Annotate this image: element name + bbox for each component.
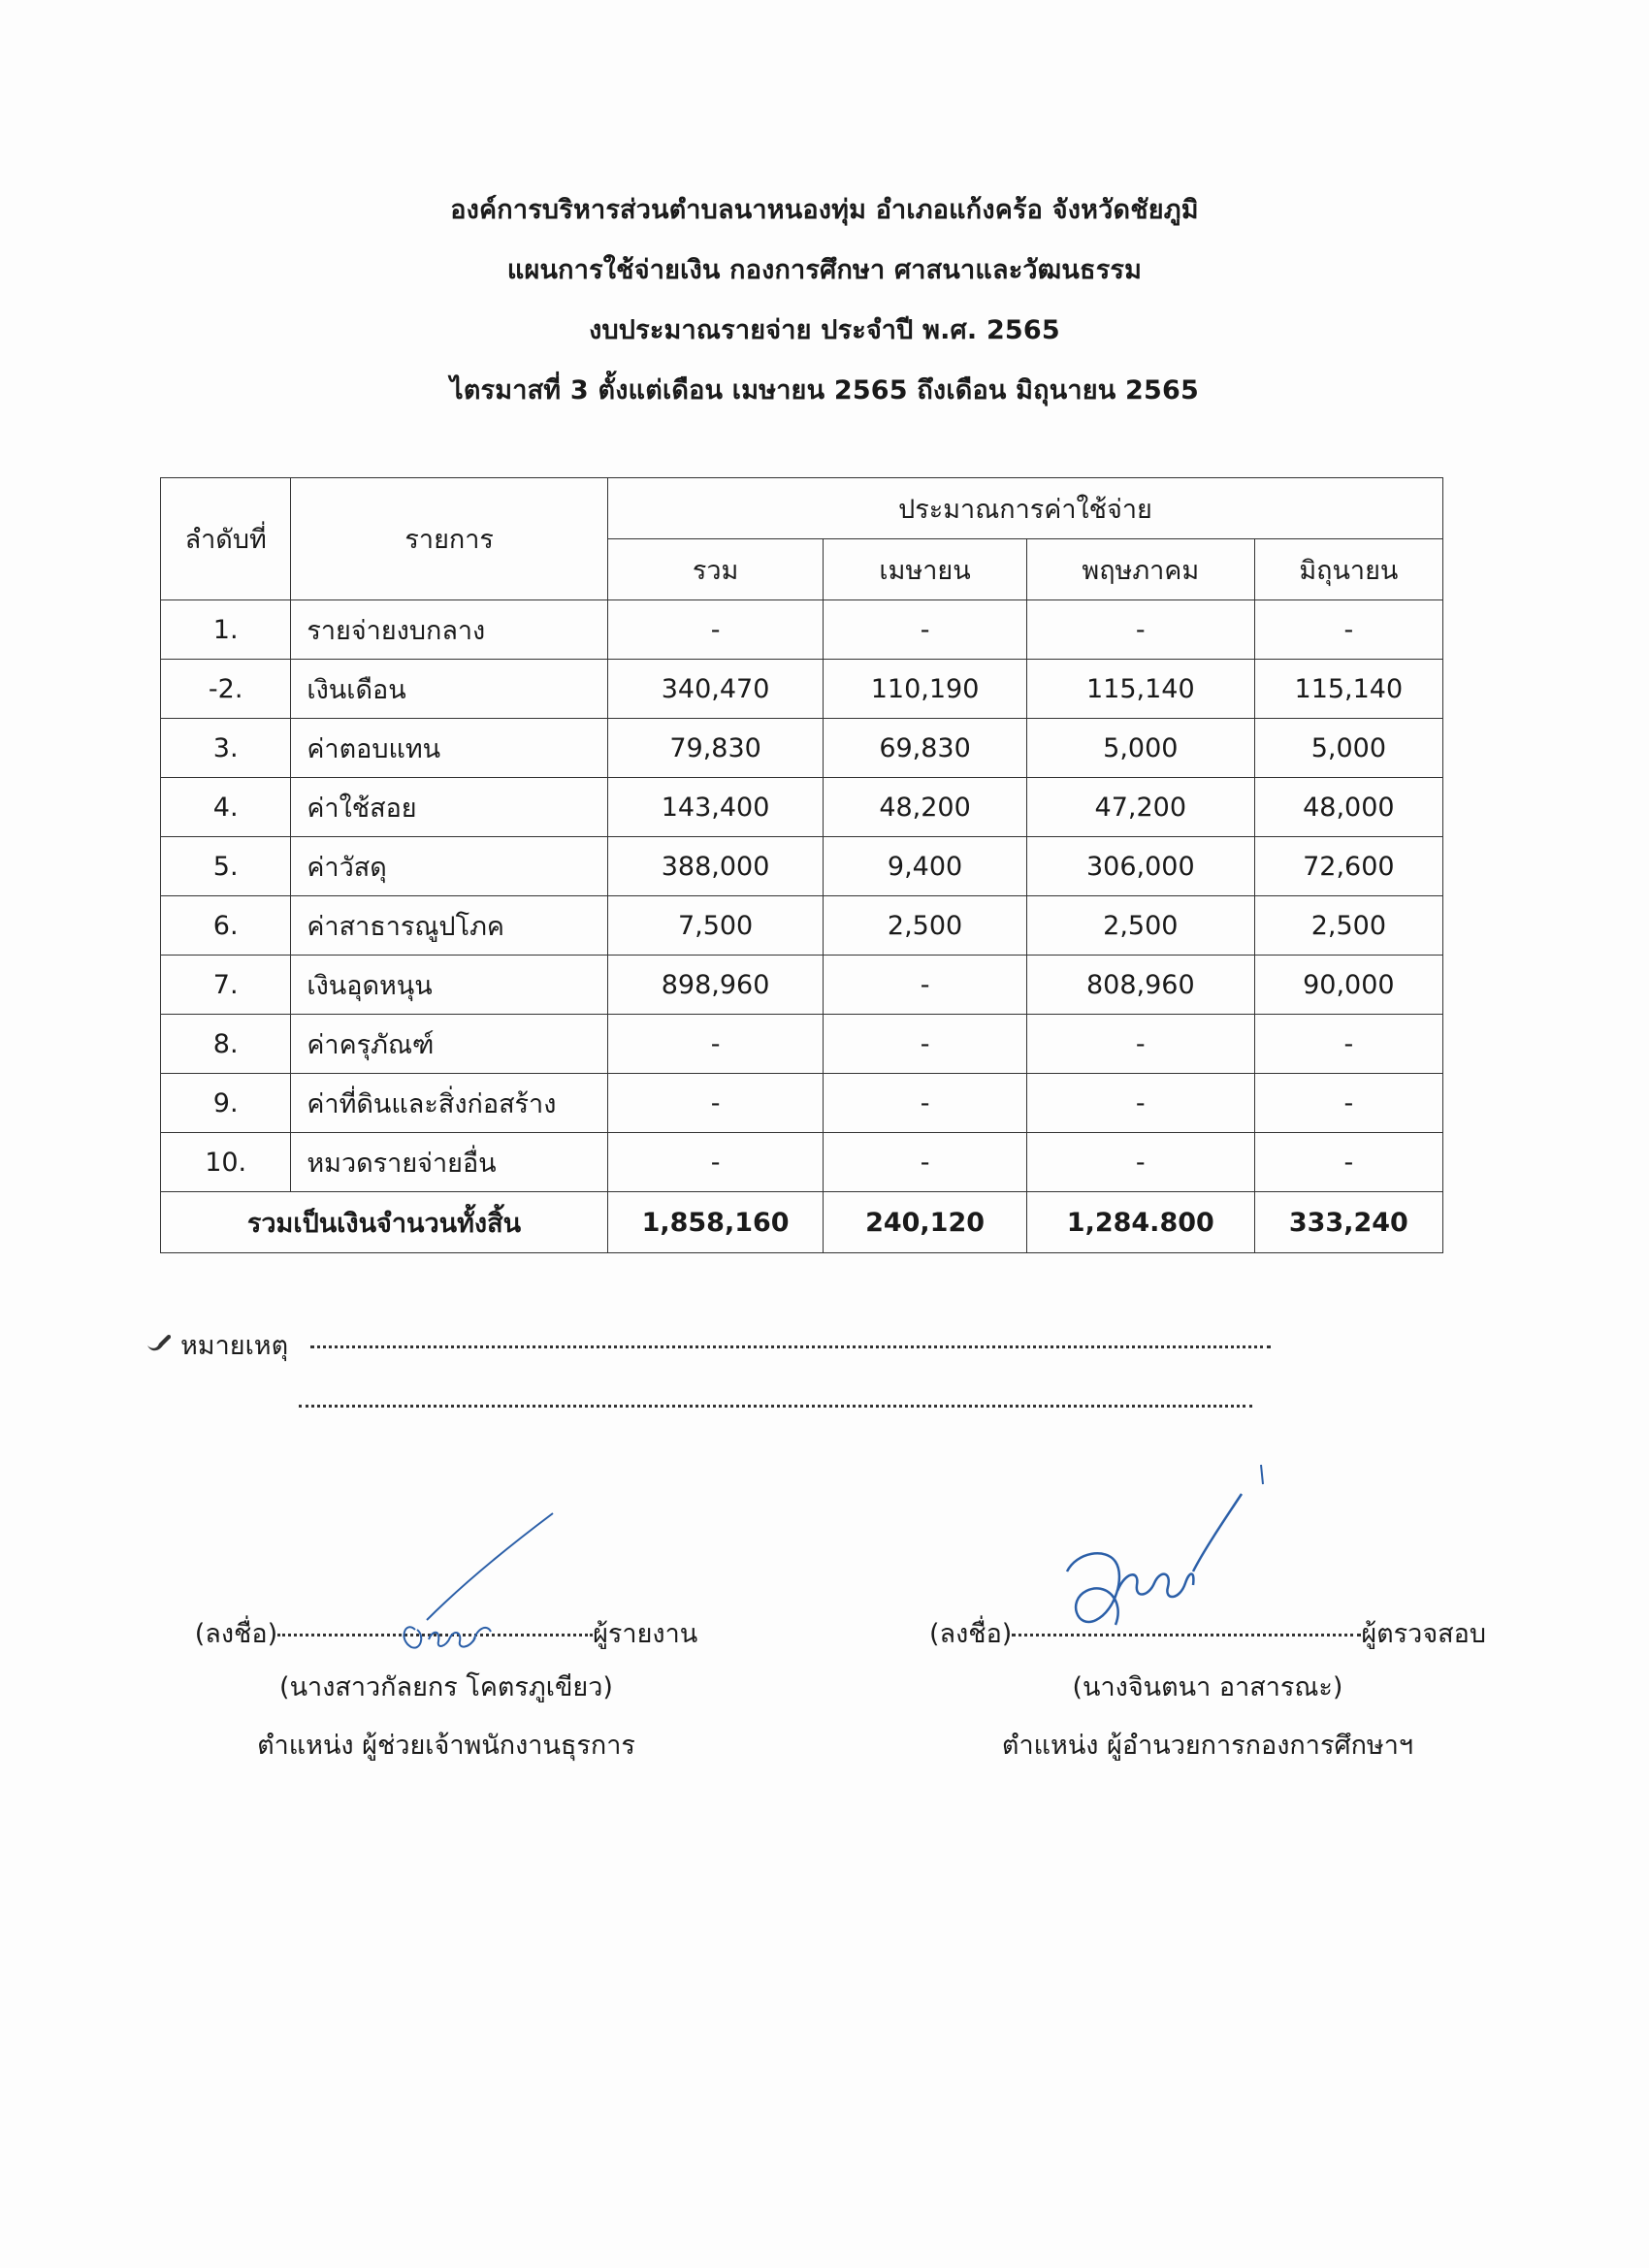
row-april: - bbox=[824, 1133, 1027, 1192]
sign-prefix: (ลงชื่อ) bbox=[194, 1619, 278, 1649]
signature-line bbox=[922, 1610, 1494, 1659]
row-no: 1. bbox=[161, 600, 291, 660]
signature-block-reporter bbox=[175, 1610, 718, 1775]
document-header bbox=[0, 180, 1649, 421]
row-june: 48,000 bbox=[1254, 778, 1442, 837]
col-header-may: พฤษภาคม bbox=[1026, 539, 1254, 600]
signer-position: ตำแหน่ง ผู้อำนวยการกองการศึกษาฯ bbox=[1001, 1731, 1414, 1761]
row-total: 79,830 bbox=[607, 719, 823, 778]
table-row bbox=[161, 660, 1443, 719]
row-no: 8. bbox=[161, 1015, 291, 1074]
row-may: 2,500 bbox=[1026, 896, 1254, 956]
row-april: 110,190 bbox=[824, 660, 1027, 719]
row-item: ค่าครุภัณฑ์ bbox=[291, 1015, 608, 1074]
row-no: 10. bbox=[161, 1133, 291, 1192]
note-dotted-line bbox=[310, 1345, 1271, 1348]
row-may: 47,200 bbox=[1026, 778, 1254, 837]
row-april: 48,200 bbox=[824, 778, 1027, 837]
table-total-row bbox=[161, 1192, 1443, 1253]
col-header-april: เมษายน bbox=[824, 539, 1027, 600]
table-row bbox=[161, 1074, 1443, 1133]
row-may: 115,140 bbox=[1026, 660, 1254, 719]
signer-position: ตำแหน่ง ผู้ช่วยเจ้าพนักงานธุรการ bbox=[257, 1731, 635, 1761]
signature-line bbox=[175, 1610, 718, 1659]
note-label: หมายเหตุ bbox=[180, 1331, 289, 1361]
signer-name: (นางจินตนา อาสารณะ) bbox=[1072, 1672, 1343, 1702]
row-june: - bbox=[1254, 600, 1442, 660]
row-april: - bbox=[824, 956, 1027, 1015]
row-total: 143,400 bbox=[607, 778, 823, 837]
row-total: - bbox=[607, 1015, 823, 1074]
header-organization: องค์การบริหารส่วนตำบลนาหนองทุ่ม อำเภอแก้งคร้อ จังหวัดชัยภูมิ bbox=[450, 195, 1199, 225]
table-row bbox=[161, 719, 1443, 778]
row-june: - bbox=[1254, 1074, 1442, 1133]
note-section bbox=[146, 1324, 1261, 1363]
row-no: 6. bbox=[161, 896, 291, 956]
may-total: 1,284.800 bbox=[1026, 1192, 1254, 1253]
row-total: 340,470 bbox=[607, 660, 823, 719]
row-no: 5. bbox=[161, 837, 291, 896]
row-april: - bbox=[824, 1074, 1027, 1133]
row-june: 2,500 bbox=[1254, 896, 1442, 956]
row-no: 3. bbox=[161, 719, 291, 778]
row-total: - bbox=[607, 600, 823, 660]
sign-dotted-line bbox=[277, 1633, 593, 1636]
header-plan-title: แผนการใช้จ่ายเงิน กองการศึกษา ศาสนาและวัฒนธรรม bbox=[506, 255, 1143, 285]
row-may: 808,960 bbox=[1026, 956, 1254, 1015]
row-may: - bbox=[1026, 600, 1254, 660]
sign-role: ผู้รายงาน bbox=[593, 1619, 698, 1649]
table-row bbox=[161, 896, 1443, 956]
row-may: - bbox=[1026, 1074, 1254, 1133]
col-header-no: ลำดับที่ bbox=[161, 478, 291, 600]
col-header-estimate: ประมาณการค่าใช้จ่าย bbox=[607, 478, 1442, 539]
row-item: เงินอุดหนุน bbox=[291, 956, 608, 1015]
row-june: 72,600 bbox=[1254, 837, 1442, 896]
row-no: 9. bbox=[161, 1074, 291, 1133]
row-item: เงินเดือน bbox=[291, 660, 608, 719]
row-april: 2,500 bbox=[824, 896, 1027, 956]
row-no: 4. bbox=[161, 778, 291, 837]
row-may: - bbox=[1026, 1133, 1254, 1192]
note-dotted-line-2 bbox=[299, 1405, 1252, 1408]
budget-table bbox=[160, 477, 1443, 1253]
row-item: ค่าสาธารณูปโภค bbox=[291, 896, 608, 956]
signature-block-inspector bbox=[922, 1610, 1494, 1775]
header-quarter: ไตรมาสที่ 3 ตั้งแต่เดือน เมษายน 2565 ถึงเดือน มิถุนายน 2565 bbox=[450, 375, 1199, 405]
header-budget-year: งบประมาณรายจ่าย ประจำปี พ.ศ. 2565 bbox=[589, 315, 1060, 345]
row-april: 69,830 bbox=[824, 719, 1027, 778]
grand-total: 1,858,160 bbox=[607, 1192, 823, 1253]
table-row bbox=[161, 1015, 1443, 1074]
col-header-total: รวม bbox=[607, 539, 823, 600]
row-total: 7,500 bbox=[607, 896, 823, 956]
row-april: 9,400 bbox=[824, 837, 1027, 896]
row-may: - bbox=[1026, 1015, 1254, 1074]
row-item: รายจ่ายงบกลาง bbox=[291, 600, 608, 660]
table-header-row bbox=[161, 478, 1443, 539]
pen-icon bbox=[146, 1332, 175, 1353]
sign-role: ผู้ตรวจสอบ bbox=[1361, 1619, 1486, 1649]
table-row bbox=[161, 837, 1443, 896]
table-row bbox=[161, 778, 1443, 837]
row-april: - bbox=[824, 1015, 1027, 1074]
row-total: 898,960 bbox=[607, 956, 823, 1015]
row-no: -2. bbox=[161, 660, 291, 719]
row-june: 5,000 bbox=[1254, 719, 1442, 778]
sign-prefix: (ลงชื่อ) bbox=[928, 1619, 1013, 1649]
row-total: - bbox=[607, 1133, 823, 1192]
row-april: - bbox=[824, 600, 1027, 660]
table-row bbox=[161, 956, 1443, 1015]
row-may: 5,000 bbox=[1026, 719, 1254, 778]
row-item: ค่าที่ดินและสิ่งก่อสร้าง bbox=[291, 1074, 608, 1133]
row-total: 388,000 bbox=[607, 837, 823, 896]
row-june: - bbox=[1254, 1015, 1442, 1074]
sign-dotted-line bbox=[1012, 1633, 1361, 1636]
row-item: หมวดรายจ่ายอื่น bbox=[291, 1133, 608, 1192]
row-item: ค่าตอบแทน bbox=[291, 719, 608, 778]
row-no: 7. bbox=[161, 956, 291, 1015]
table-row bbox=[161, 1133, 1443, 1192]
total-label: รวมเป็นเงินจำนวนทั้งสิ้น bbox=[161, 1192, 608, 1253]
signer-name: (นางสาวกัลยกร โคตรภูเขียว) bbox=[279, 1672, 613, 1702]
row-total: - bbox=[607, 1074, 823, 1133]
row-june: - bbox=[1254, 1133, 1442, 1192]
row-june: 90,000 bbox=[1254, 956, 1442, 1015]
col-header-item: รายการ bbox=[291, 478, 608, 600]
row-item: ค่าใช้สอย bbox=[291, 778, 608, 837]
col-header-june: มิถุนายน bbox=[1254, 539, 1442, 600]
row-may: 306,000 bbox=[1026, 837, 1254, 896]
april-total: 240,120 bbox=[824, 1192, 1027, 1253]
table-row bbox=[161, 600, 1443, 660]
row-item: ค่าวัสดุ bbox=[291, 837, 608, 896]
row-june: 115,140 bbox=[1254, 660, 1442, 719]
june-total: 333,240 bbox=[1254, 1192, 1442, 1253]
